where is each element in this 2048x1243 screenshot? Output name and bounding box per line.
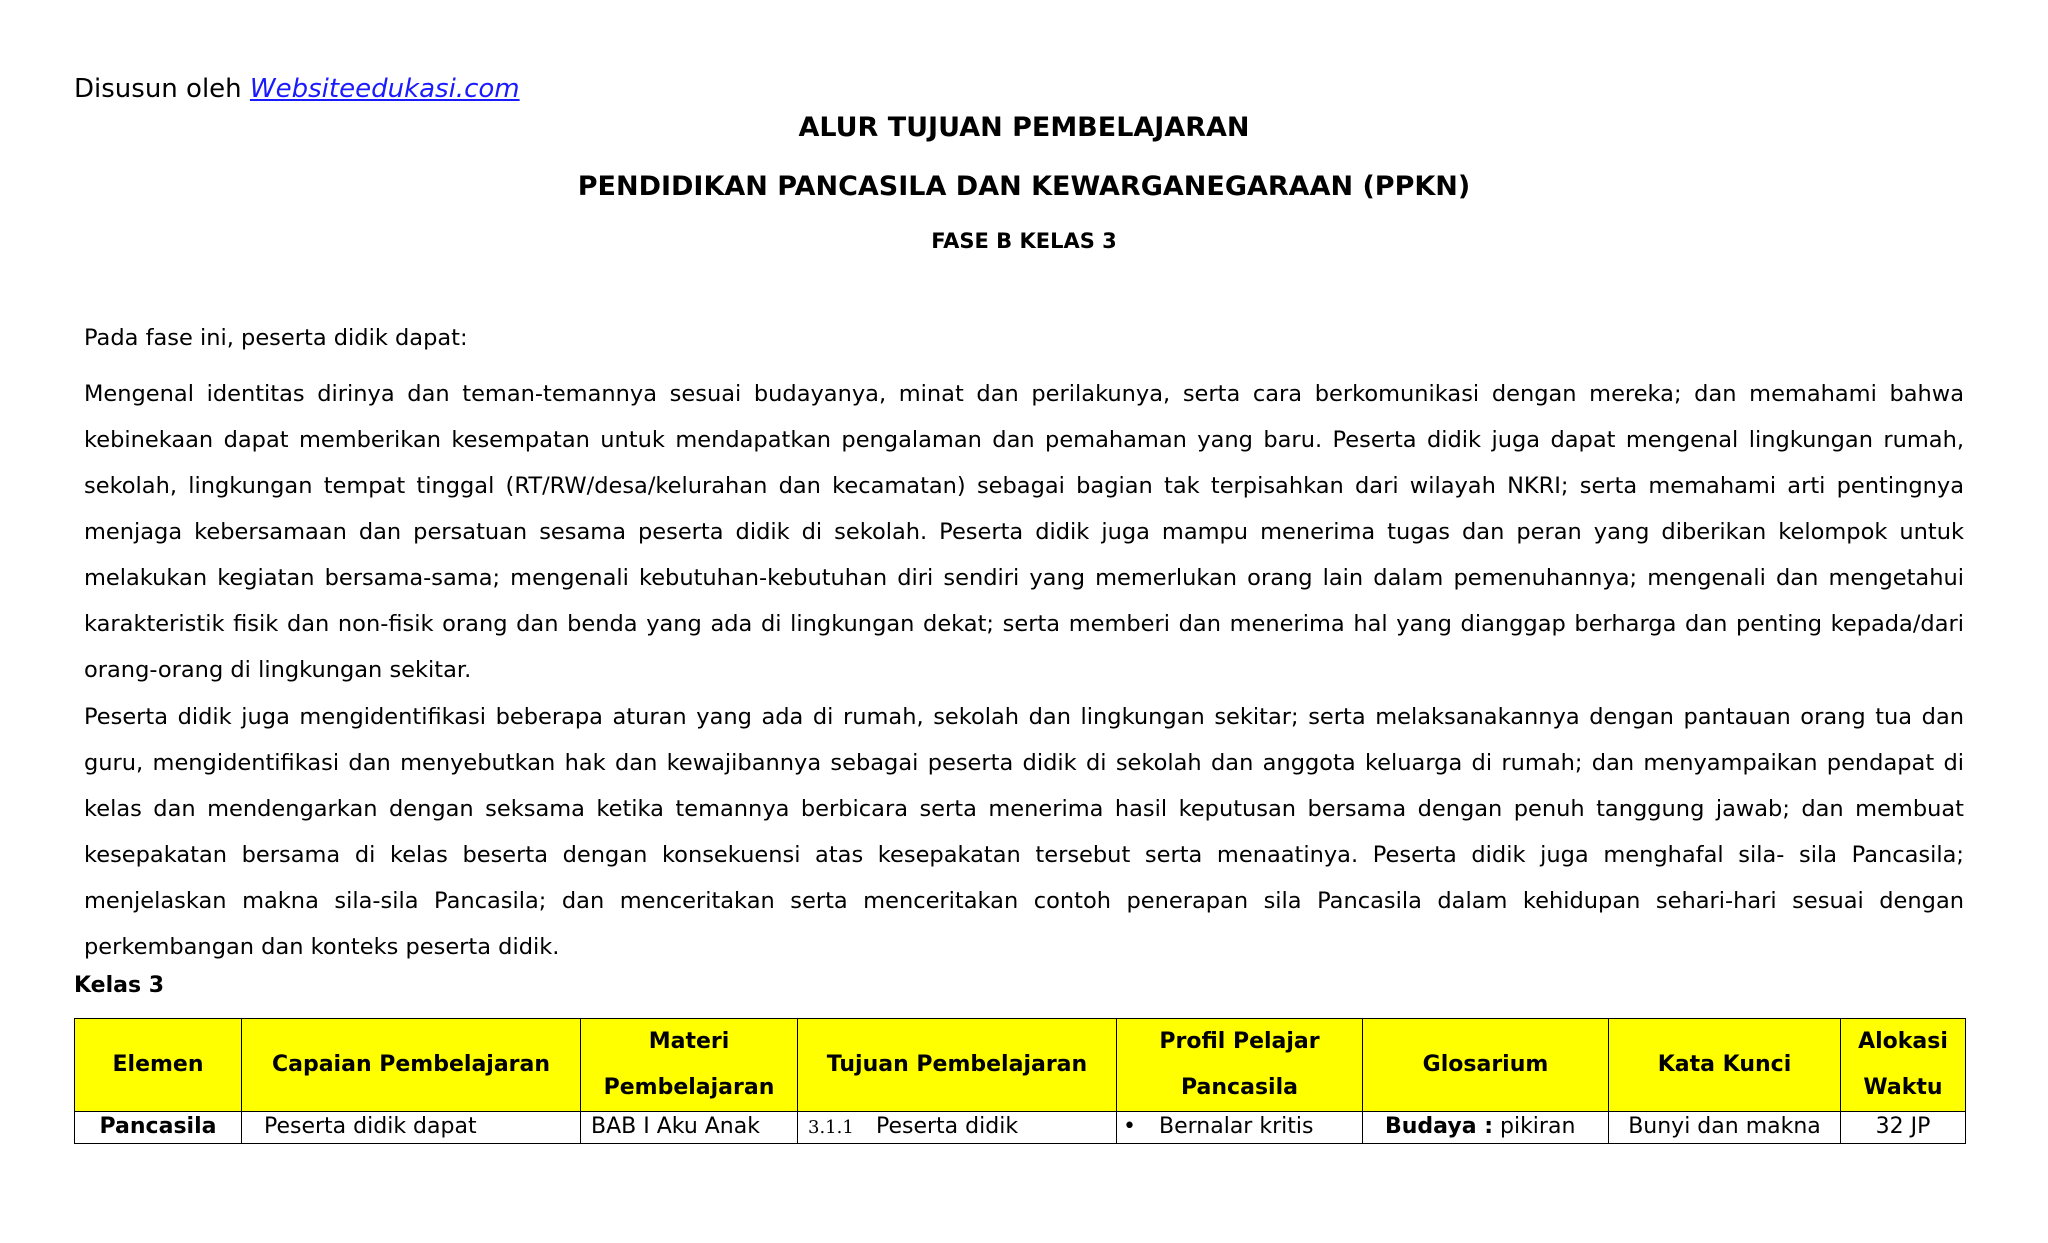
header-alokasi	[1841, 1019, 1966, 1112]
paragraph-1: Mengenal identitas dirinya dan teman-temannya sesuai budayanya, minat dan perilakunya, serta cara berkomunikasi dengan mereka; dan memahami bahwa kebinekaan dapat memberikan kesempatan untuk mendapatkan pengalaman dan pemahaman yang baru. Peserta didik juga dapat mengenal lingkungan rumah, sekolah, lingkungan tempat tinggal (RT/RW/desa/kelurahan dan kecamatan) sebagai bagian tak terpisahkan dari wilayah NKRI; serta memahami arti pentingnya menjaga kebersamaan dan persatuan sesama peserta didik di sekolah. Peserta didik juga mampu menerima tugas dan peran yang diberikan kelompok untuk melakukan kegiatan bersama-sama; mengenali kebutuhan-kebutuhan diri sendiri yang memerlukan orang lain dalam pemenuhannya; mengenali dan mengetahui karakteristik fisik dan non-fisik orang dan benda yang ada di lingkungan dekat; serta memberi dan menerima hal yang dianggap berharga dan penting kepada/dari orang-orang di lingkungan sekitar.	[84, 381, 1964, 683]
header-profil-line2: Pancasila	[1181, 1075, 1298, 1100]
header-capaian: Capaian Pembelajaran	[242, 1019, 581, 1112]
cell-glosarium	[1363, 1112, 1609, 1144]
cell-materi: BAB I Aku Anak	[581, 1112, 798, 1144]
cell-kata-kunci: Bunyi dan makna	[1609, 1112, 1841, 1144]
header-tujuan: Tujuan Pembelajaran	[798, 1019, 1117, 1112]
tujuan-number: 3.1.1	[808, 1117, 854, 1138]
bullet-icon: •	[1123, 1114, 1136, 1139]
profil-text: Bernalar kritis	[1159, 1114, 1314, 1139]
author-link[interactable]: Websiteedukasi.com	[249, 74, 520, 104]
header-elemen: Elemen	[75, 1019, 242, 1112]
author-prefix: Disusun oleh	[74, 74, 250, 104]
phase-class-title: FASE B KELAS 3	[931, 229, 1117, 253]
header-materi	[581, 1019, 798, 1112]
cell-capaian: Peserta didik dapat	[242, 1112, 581, 1144]
author-credit	[74, 74, 520, 104]
table-header-row	[75, 1019, 1966, 1112]
header-materi-line2: Pembelajaran	[603, 1075, 775, 1100]
header-kata-kunci: Kata Kunci	[1609, 1019, 1841, 1112]
glosarium-term: Budaya :	[1385, 1114, 1493, 1139]
header-alokasi-line1: Alokasi	[1858, 1029, 1948, 1054]
header-alokasi-line2: Waktu	[1863, 1075, 1943, 1100]
cell-alokasi: 32 JP	[1841, 1112, 1966, 1144]
header-profil	[1117, 1019, 1363, 1112]
table-row	[75, 1112, 1966, 1144]
document-title: ALUR TUJUAN PEMBELAJARAN	[798, 112, 1250, 143]
header-materi-line1: Materi	[648, 1029, 730, 1054]
cell-tujuan	[798, 1112, 1117, 1144]
subject-title: PENDIDIKAN PANCASILA DAN KEWARGANEGARAAN (PPKN)	[577, 171, 1471, 202]
header-profil-line1: Profil Pelajar	[1159, 1029, 1320, 1054]
glosarium-definition: pikiran	[1493, 1114, 1576, 1139]
cell-profil	[1117, 1112, 1363, 1144]
section-label: Kelas 3	[74, 973, 165, 998]
header-glosarium: Glosarium	[1363, 1019, 1609, 1112]
learning-objectives-table	[74, 1018, 1966, 1144]
tujuan-text: Peserta didik	[876, 1114, 1019, 1139]
paragraph-2: Peserta didik juga mengidentifikasi beberapa aturan yang ada di rumah, sekolah dan lingkungan sekitar; serta melaksanakannya dengan pantauan orang tua dan guru, mengidentifikasi dan menyebutkan hak dan kewajibannya sebagai peserta didik di sekolah dan anggota keluarga di rumah; dan menyampaikan pendapat di kelas dan mendengarkan dengan seksama ketika temannya berbicara serta menerima hasil keputusan bersama dengan penuh tanggung jawab; dan membuat kesepakatan bersama di kelas beserta dengan konsekuensi atas kesepakatan tersebut serta menaatinya. Peserta didik juga menghafal sila- sila Pancasila; menjelaskan makna sila-sila Pancasila; dan menceritakan serta menceritakan contoh penerapan sila Pancasila dalam kehidupan sehari-hari sesuai dengan perkembangan dan konteks peserta didik.	[84, 704, 1964, 960]
intro-text: Pada fase ini, peserta didik dapat:	[84, 325, 468, 351]
cell-elemen: Pancasila	[75, 1112, 242, 1144]
